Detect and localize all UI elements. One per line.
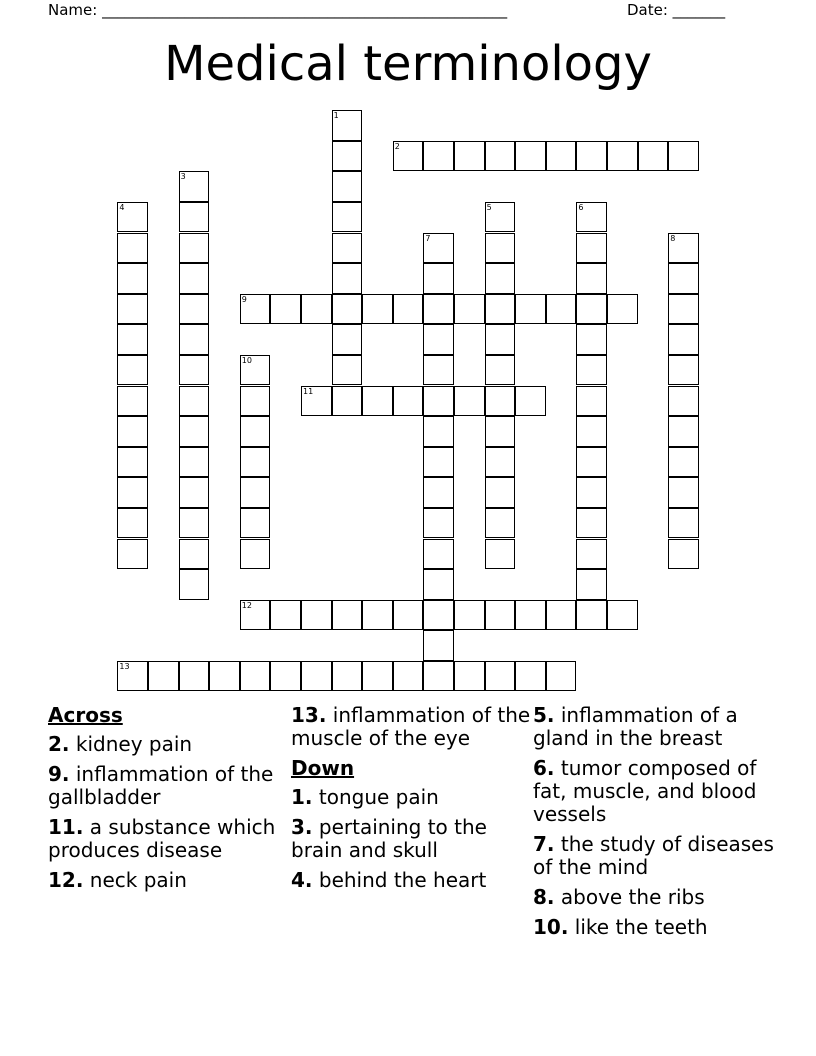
crossword-cell[interactable]: [423, 263, 454, 294]
crossword-cell[interactable]: [117, 477, 148, 508]
crossword-cell[interactable]: [576, 416, 607, 447]
crossword-cell[interactable]: [454, 600, 485, 631]
clue-down-5: [533, 704, 783, 750]
crossword-cell[interactable]: [179, 539, 210, 570]
clue-text: pertaining to the brain and skull: [291, 815, 487, 862]
crossword-cell[interactable]: [240, 294, 271, 325]
crossword-cell[interactable]: [423, 294, 454, 325]
clue-across-12: [48, 869, 288, 892]
clue-down-4: [291, 869, 541, 892]
crossword-cell[interactable]: [423, 324, 454, 355]
clue-across-2: [48, 733, 288, 756]
crossword-cell[interactable]: [668, 141, 699, 172]
crossword-cell[interactable]: [576, 386, 607, 417]
crossword-cell[interactable]: [668, 386, 699, 417]
crossword-cell[interactable]: [423, 141, 454, 172]
crossword-cell[interactable]: [423, 355, 454, 386]
crossword-cell[interactable]: [485, 508, 516, 539]
crossword-cell[interactable]: [546, 141, 577, 172]
clue-number: 13.: [291, 703, 327, 727]
clue-text: inflammation of the muscle of the eye: [291, 703, 531, 750]
crossword-cell[interactable]: [301, 294, 332, 325]
crossword-cell[interactable]: [148, 661, 179, 692]
cell-number: 12: [241, 600, 252, 610]
crossword-cell[interactable]: [423, 386, 454, 417]
crossword-cell[interactable]: [576, 355, 607, 386]
crossword-cell[interactable]: [117, 539, 148, 570]
name-field-line: Name: ______________________________________________________: [48, 1, 508, 19]
cell-number: 3: [180, 172, 186, 182]
clue-number: 1.: [291, 785, 313, 809]
crossword-cell[interactable]: [240, 661, 271, 692]
crossword-cell[interactable]: [485, 600, 516, 631]
crossword-cell[interactable]: [179, 355, 210, 386]
crossword-cell[interactable]: [179, 477, 210, 508]
crossword-cell[interactable]: [485, 477, 516, 508]
clue-text: above the ribs: [560, 885, 705, 909]
crossword-cell[interactable]: [117, 508, 148, 539]
crossword-cell[interactable]: [117, 263, 148, 294]
crossword-cell[interactable]: [454, 386, 485, 417]
crossword-cell[interactable]: [240, 600, 271, 631]
crossword-cell[interactable]: [423, 539, 454, 570]
crossword-cell[interactable]: [332, 141, 363, 172]
crossword-cell[interactable]: [485, 416, 516, 447]
clue-text: neck pain: [89, 868, 187, 892]
crossword-cell[interactable]: [454, 294, 485, 325]
crossword-cell[interactable]: [485, 355, 516, 386]
crossword-cell[interactable]: [423, 416, 454, 447]
crossword-cell[interactable]: [362, 661, 393, 692]
crossword-cell[interactable]: [332, 355, 363, 386]
crossword-cell[interactable]: [332, 661, 363, 692]
crossword-cell[interactable]: [332, 171, 363, 202]
clue-number: 6.: [533, 756, 555, 780]
cell-number: 2: [394, 141, 400, 151]
crossword-cell[interactable]: [117, 233, 148, 264]
crossword-cell[interactable]: [607, 294, 638, 325]
crossword-cell[interactable]: [485, 324, 516, 355]
cell-number: 5: [486, 202, 492, 212]
crossword-cell[interactable]: [576, 263, 607, 294]
crossword-cell[interactable]: [179, 416, 210, 447]
crossword-cell[interactable]: [179, 202, 210, 233]
crossword-cell[interactable]: [332, 294, 363, 325]
crossword-cell[interactable]: [423, 630, 454, 661]
crossword-cell[interactable]: [668, 324, 699, 355]
crossword-cell[interactable]: [454, 141, 485, 172]
crossword-cell[interactable]: [117, 661, 148, 692]
crossword-cell[interactable]: [332, 263, 363, 294]
crossword-cell[interactable]: [546, 600, 577, 631]
clue-text: inflammation of a gland in the breast: [533, 703, 738, 750]
crossword-cell[interactable]: [485, 294, 516, 325]
clue-number: 3.: [291, 815, 313, 839]
clue-number: 9.: [48, 762, 70, 786]
crossword-cell[interactable]: [301, 661, 332, 692]
crossword-cell[interactable]: [240, 386, 271, 417]
clue-number: 5.: [533, 703, 555, 727]
crossword-cell[interactable]: [117, 355, 148, 386]
crossword-cell[interactable]: [270, 600, 301, 631]
crossword-cell[interactable]: [270, 661, 301, 692]
clue-column-3: [533, 704, 783, 946]
crossword-cell[interactable]: [668, 294, 699, 325]
crossword-cell[interactable]: [546, 294, 577, 325]
crossword-cell[interactable]: [209, 661, 240, 692]
crossword-cell[interactable]: [638, 141, 669, 172]
clue-number: 8.: [533, 885, 555, 909]
clue-down-8: [533, 886, 783, 909]
clue-down-1: [291, 786, 541, 809]
crossword-cell[interactable]: [332, 233, 363, 264]
clue-text: kidney pain: [75, 732, 193, 756]
clue-number: 11.: [48, 815, 84, 839]
crossword-cell[interactable]: [117, 416, 148, 447]
clue-across-13: [291, 704, 541, 750]
crossword-cell[interactable]: [179, 294, 210, 325]
clue-down-10: [533, 916, 783, 939]
clue-text: a substance which produces disease: [48, 815, 276, 862]
cell-number: 6: [578, 202, 584, 212]
crossword-cell[interactable]: [515, 600, 546, 631]
crossword-cell[interactable]: [393, 661, 424, 692]
crossword-cell[interactable]: [485, 263, 516, 294]
clue-number: 7.: [533, 832, 555, 856]
crossword-cell[interactable]: [546, 661, 577, 692]
clue-column-2: [291, 704, 541, 899]
clue-across-11: [48, 816, 288, 862]
crossword-cell[interactable]: [393, 600, 424, 631]
crossword-cell[interactable]: [240, 447, 271, 478]
crossword-cell[interactable]: [179, 324, 210, 355]
crossword-cell[interactable]: [668, 263, 699, 294]
crossword-cell[interactable]: [576, 294, 607, 325]
clue-down-3: [291, 816, 541, 862]
crossword-cell[interactable]: [576, 569, 607, 600]
crossword-cell[interactable]: [485, 386, 516, 417]
crossword-cell[interactable]: [332, 386, 363, 417]
crossword-cell[interactable]: [668, 355, 699, 386]
crossword-cell[interactable]: [485, 141, 516, 172]
crossword-cell[interactable]: [423, 477, 454, 508]
crossword-cell[interactable]: [179, 171, 210, 202]
crossword-cell[interactable]: [515, 294, 546, 325]
cell-number: 4: [119, 202, 125, 212]
crossword-cell[interactable]: [301, 386, 332, 417]
crossword-cell[interactable]: [668, 416, 699, 447]
crossword-cell[interactable]: [332, 600, 363, 631]
crossword-cell[interactable]: [423, 508, 454, 539]
crossword-cell[interactable]: [240, 539, 271, 570]
crossword-cell[interactable]: [117, 324, 148, 355]
crossword-cell[interactable]: [485, 661, 516, 692]
clue-number: 4.: [291, 868, 313, 892]
clue-text: tongue pain: [318, 785, 439, 809]
crossword-cell[interactable]: [240, 508, 271, 539]
crossword-cell[interactable]: [576, 202, 607, 233]
crossword-cell[interactable]: [362, 386, 393, 417]
page-title: Medical terminology: [164, 36, 652, 92]
crossword-cell[interactable]: [576, 447, 607, 478]
crossword-cell[interactable]: [179, 447, 210, 478]
cell-number: 9: [241, 294, 247, 304]
crossword-cell[interactable]: [576, 233, 607, 264]
crossword-cell[interactable]: [240, 477, 271, 508]
cell-number: 13: [119, 661, 130, 671]
crossword-cell[interactable]: [240, 416, 271, 447]
crossword-cell[interactable]: [393, 386, 424, 417]
clue-text: tumor composed of fat, muscle, and blood vessels: [533, 756, 757, 826]
clue-number: 10.: [533, 915, 569, 939]
clue-column-1: [48, 704, 288, 899]
crossword-cell[interactable]: [607, 600, 638, 631]
clue-down-6: [533, 757, 783, 826]
clue-text: like the teeth: [574, 915, 708, 939]
clue-text: the study of diseases of the mind: [533, 832, 774, 879]
crossword-cell[interactable]: [117, 294, 148, 325]
crossword-cell[interactable]: [423, 569, 454, 600]
crossword-cell[interactable]: [515, 661, 546, 692]
crossword-cell[interactable]: [576, 508, 607, 539]
crossword-cell[interactable]: [362, 600, 393, 631]
crossword-cell[interactable]: [576, 477, 607, 508]
crossword-cell[interactable]: [454, 661, 485, 692]
crossword-cell[interactable]: [301, 600, 332, 631]
crossword-cell[interactable]: [117, 447, 148, 478]
cell-number: 8: [670, 233, 676, 243]
crossword-cell[interactable]: [607, 141, 638, 172]
crossword-cell[interactable]: [423, 600, 454, 631]
clue-number: 2.: [48, 732, 70, 756]
crossword-cell[interactable]: [423, 233, 454, 264]
clue-number: 12.: [48, 868, 84, 892]
crossword-cell[interactable]: [179, 569, 210, 600]
crossword-cell[interactable]: [485, 539, 516, 570]
crossword-cell[interactable]: [179, 386, 210, 417]
clue-across-9: [48, 763, 288, 809]
crossword-cell[interactable]: [362, 294, 393, 325]
crossword-cell[interactable]: [576, 600, 607, 631]
date-field-line: Date: _______: [627, 1, 726, 19]
crossword-cell[interactable]: [393, 141, 424, 172]
crossword-cell[interactable]: [485, 233, 516, 264]
clue-text: inflammation of the gallbladder: [48, 762, 274, 809]
crossword-cell[interactable]: [485, 202, 516, 233]
clue-text: behind the heart: [318, 868, 487, 892]
clue-down-7: [533, 833, 783, 879]
crossword-cell[interactable]: [240, 355, 271, 386]
crossword-cell[interactable]: [576, 141, 607, 172]
cell-number: 11: [303, 386, 314, 396]
crossword-cell[interactable]: [117, 202, 148, 233]
crossword-cell[interactable]: [668, 233, 699, 264]
crossword-cell[interactable]: [270, 294, 301, 325]
crossword-cell[interactable]: [485, 447, 516, 478]
crossword-cell[interactable]: [179, 508, 210, 539]
crossword-cell[interactable]: [179, 263, 210, 294]
down-heading: Down: [291, 756, 355, 780]
cell-number: 1: [333, 111, 339, 121]
crossword-cell[interactable]: [576, 539, 607, 570]
crossword-cell[interactable]: [668, 508, 699, 539]
crossword-cell[interactable]: [668, 539, 699, 570]
crossword-cell[interactable]: [332, 324, 363, 355]
cell-number: 7: [425, 233, 431, 243]
crossword-cell[interactable]: [515, 386, 546, 417]
crossword-cell[interactable]: [179, 233, 210, 264]
crossword-cell[interactable]: [515, 141, 546, 172]
crossword-cell[interactable]: [393, 294, 424, 325]
crossword-cell[interactable]: [332, 202, 363, 233]
crossword-cell[interactable]: [423, 447, 454, 478]
crossword-cell[interactable]: [117, 386, 148, 417]
crossword-cell[interactable]: [423, 661, 454, 692]
crossword-cell[interactable]: [576, 324, 607, 355]
crossword-cell[interactable]: [668, 477, 699, 508]
crossword-cell[interactable]: [179, 661, 210, 692]
crossword-cell[interactable]: [332, 110, 363, 141]
cell-number: 10: [241, 355, 252, 365]
across-heading: Across: [48, 703, 123, 727]
crossword-cell[interactable]: [668, 447, 699, 478]
